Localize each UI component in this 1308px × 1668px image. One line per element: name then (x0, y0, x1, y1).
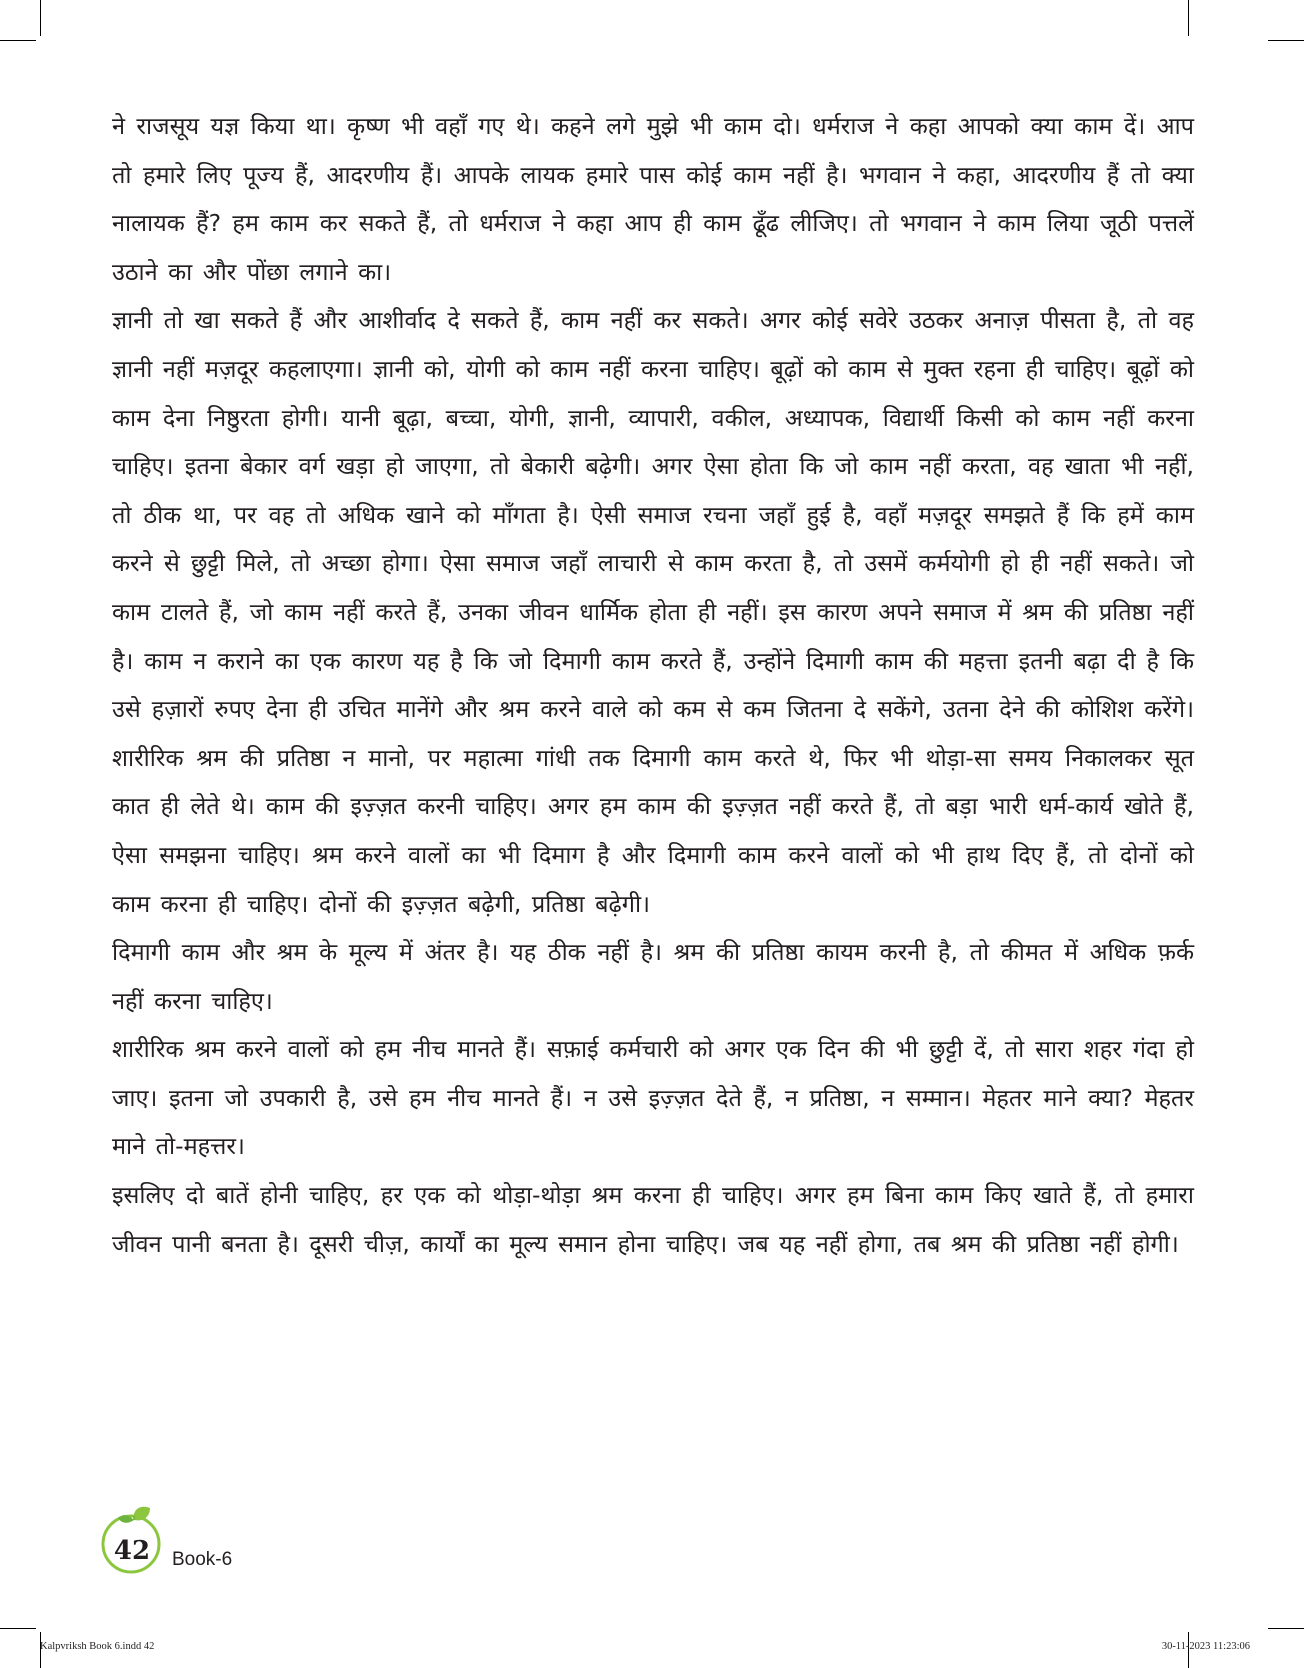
book-label: Book-6 (172, 1549, 233, 1570)
crop-mark (1268, 1628, 1304, 1629)
crop-mark (0, 40, 36, 41)
page-number: 42 (113, 1536, 151, 1566)
paragraph: दिमागी काम और श्रम के मूल्य में अंतर है। यह ठीक नहीं है। श्रम की प्रतिष्ठा कायम करनी है, तो कीमत में अधिक फ़र्क नहीं करना चाहिए। (112, 938, 1194, 1015)
crop-mark (1268, 40, 1304, 41)
crop-mark (0, 1628, 36, 1629)
crop-mark (40, 0, 41, 36)
body-text (112, 102, 1194, 1268)
slug-filename: Kalpvriksh Book 6.indd 42 (40, 1641, 155, 1652)
paragraph: ने राजसूय यज्ञ किया था। कृष्ण भी वहाँ गए थे। कहने लगे मुझे भी काम दो। धर्मराज ने कहा आपको क्या काम दें। आप तो हमारे लिए पूज्य हैं, आदरणीय हैं। आपके लायक हमारे पास कोई काम नहीं है। भगवान ने कहा, आदरणीय हैं तो क्या नालायक हैं? हम काम कर सकते हैं, तो धर्मराज ने कहा आप ही काम ढूँढ लीजिए। तो भगवान ने काम लिया जूठी पत्तलें उठाने का और पोंछा लगाने का। (112, 112, 1194, 286)
paragraph: ज्ञानी तो खा सकते हैं और आशीर्वाद दे सकते हैं, काम नहीं कर सकते। अगर कोई सवेरे उठकर अनाज़ पीसता है, तो वह ज्ञानी नहीं मज़दूर कहलाएगा। ज्ञानी को, योगी को काम नहीं करना चाहिए। बूढ़ों को काम से मुक्त रहना ही चाहिए। बूढ़ों को काम देना निष्ठुरता होगी। यानी बूढ़ा, बच्चा, योगी, ज्ञानी, व्यापारी, वकील, अध्यापक, विद्यार्थी किसी को काम नहीं करना चाहिए। इतना बेकार वर्ग खड़ा हो जाएगा, तो बेकारी बढ़ेगी। अगर ऐसा होता कि जो काम नहीं करता, वह खाता भी नहीं, तो ठीक था, पर वह तो अधिक खाने को माँगता है। ऐसी समाज रचना जहाँ हुई है, वहाँ मज़दूर समझते हैं कि हमें काम करने से छुट्टी मिले, तो अच्छा होगा। ऐसा समाज जहाँ लाचारी से काम करता है, तो उसमें कर्मयोगी हो ही नहीं सकते। जो काम टालते हैं, जो काम नहीं करते हैं, उनका जीवन धार्मिक होता ही नहीं। इस कारण अपने समाज में श्रम की प्रतिष्ठा नहीं है। काम न कराने का एक कारण यह है कि जो दिमागी काम करते हैं, उन्होंने दिमागी काम की महत्ता इतनी बढ़ा दी है कि उसे हज़ारों रुपए देना ही उचित मानेंगे और श्रम करने वाले को कम से कम जितना दे सकेंगे, उतना देने की कोशिश करेंगे। शारीरिक श्रम की प्रतिष्ठा न मानो, पर महात्मा गांधी तक दिमागी काम करते थे, फिर भी थोड़ा-सा समय निकालकर सूत कात ही लेते थे। काम की इज़्ज़त करनी चाहिए। अगर हम काम की इज़्ज़त नहीं करते हैं, तो बड़ा भारी धर्म-कार्य खोते हैं, ऐसा समझना चाहिए। श्रम करने वालों का भी दिमाग है और दिमागी काम करने वालों को भी हाथ दिए हैं, तो दोनों को काम करना ही चाहिए। दोनों की इज़्ज़त बढ़ेगी, प्रतिष्ठा बढ़ेगी। (112, 306, 1194, 918)
paragraph: शारीरिक श्रम करने वालों को हम नीच मानते हैं। सफ़ाई कर्मचारी को अगर एक दिन की भी छुट्टी दें, तो सारा शहर गंदा हो जाए। इतना जो उपकारी है, उसे हम नीच मानते हैं। न उसे इज़्ज़त देते हैं, न प्रतिष्ठा, न सम्मान। मेहतर माने क्या? मेहतर माने तो-महत्तर। (112, 1035, 1194, 1161)
slug-timestamp: 30-11-2023 11:23:06 (1161, 1641, 1250, 1652)
crop-mark (1188, 0, 1189, 36)
paragraph: इसलिए दो बातें होनी चाहिए, हर एक को थोड़ा-थोड़ा श्रम करना ही चाहिए। अगर हम बिना काम किए खाते हैं, तो हमारा जीवन पानी बनता है। दूसरी चीज़, कार्यों का मूल्य समान होना चाहिए। जब यह नहीं होगा, तब श्रम की प्रतिष्ठा नहीं होगी। (112, 1181, 1194, 1258)
